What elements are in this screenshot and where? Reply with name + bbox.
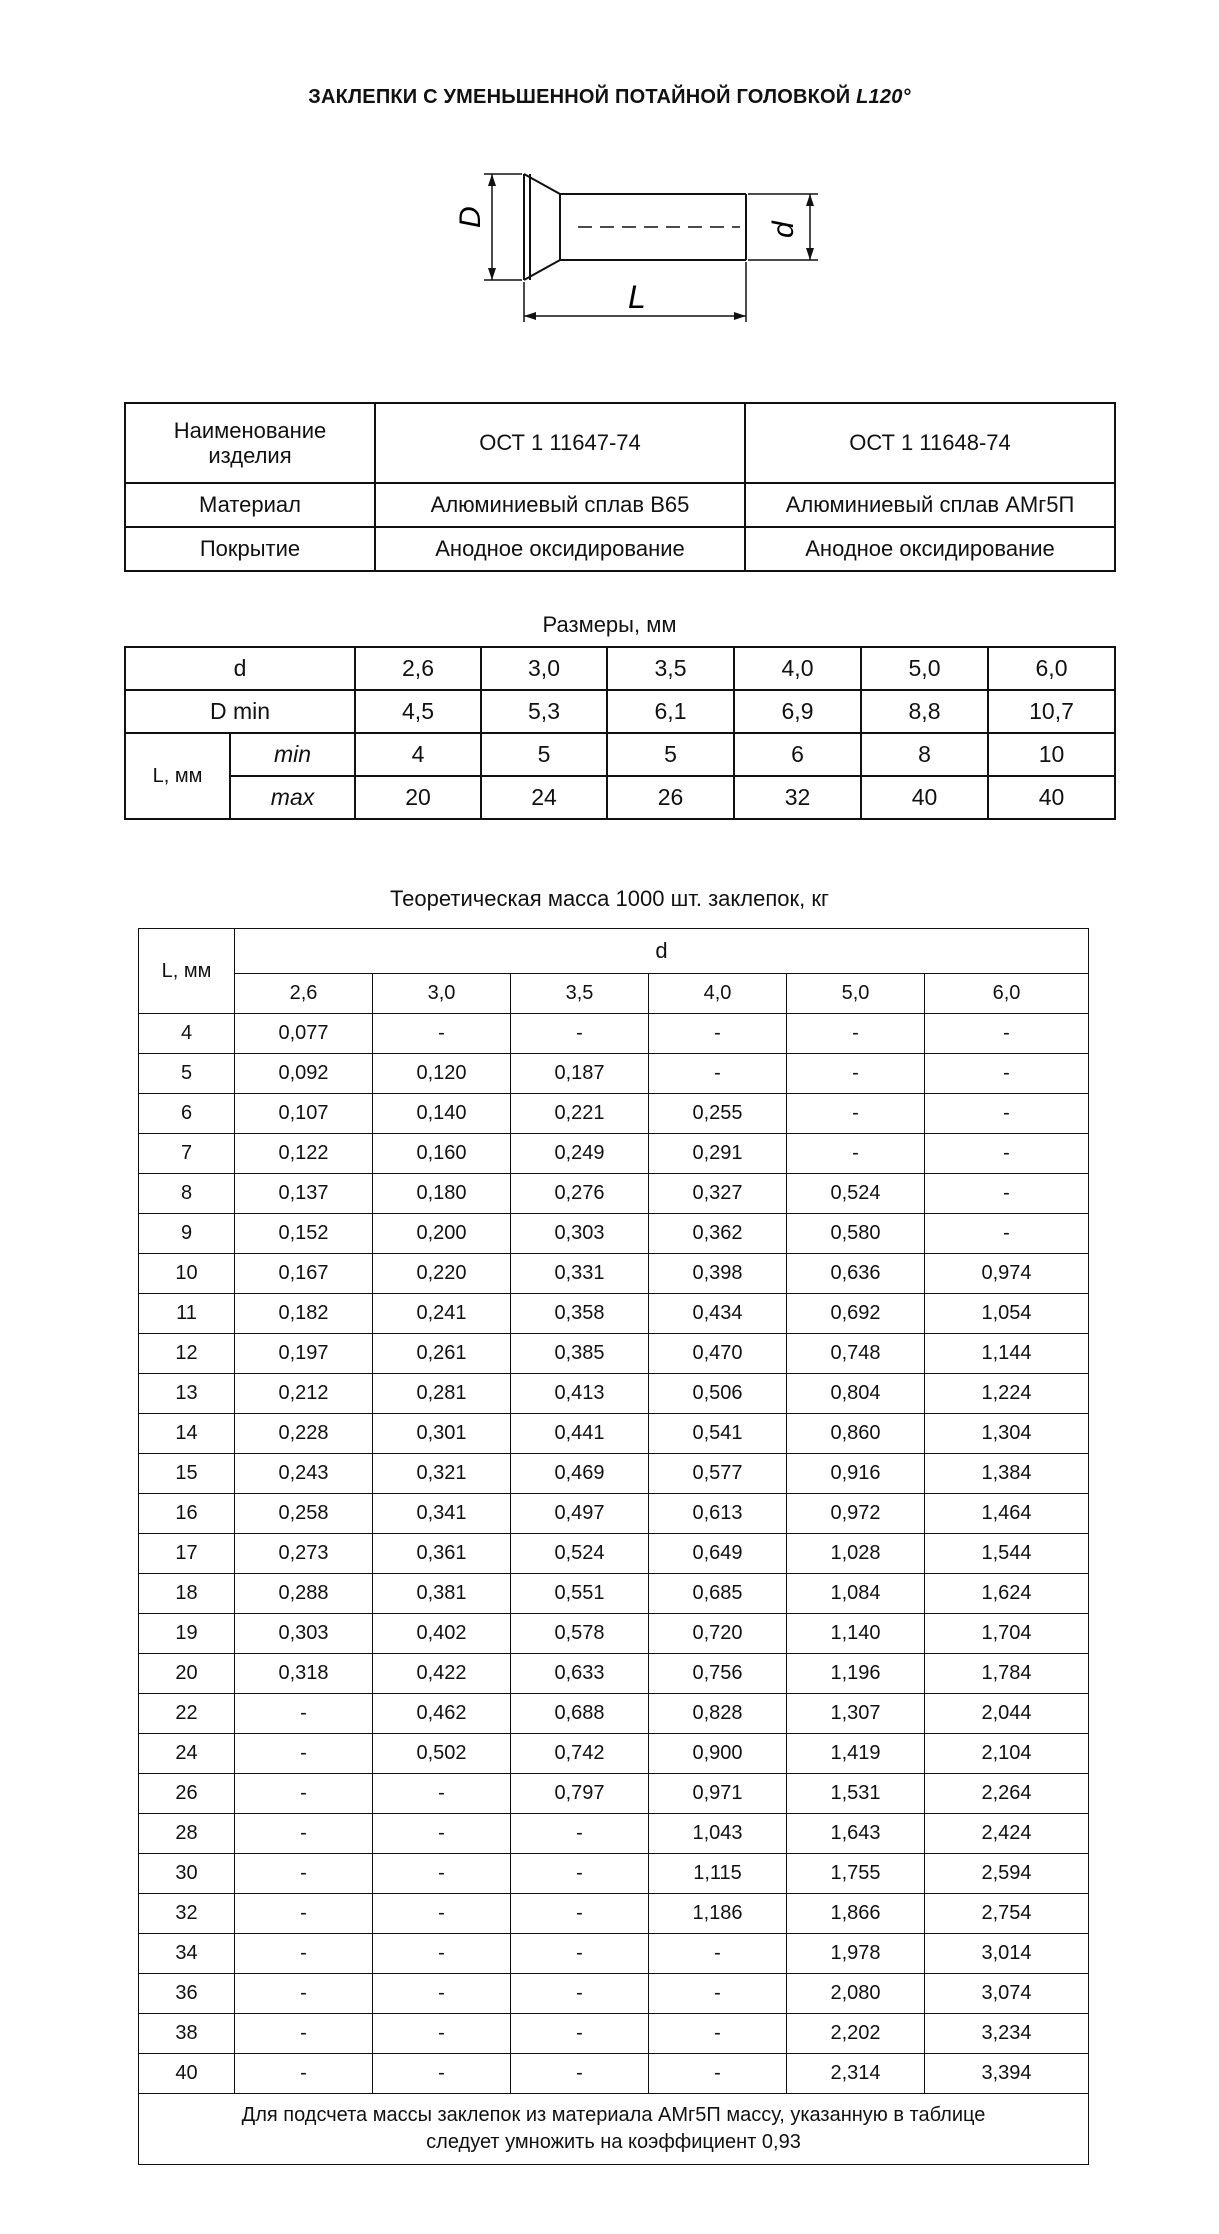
mass-cell: - — [649, 2014, 787, 2054]
name-col2: ОСТ 1 11648-74 — [745, 403, 1115, 483]
mass-cell: 0,276 — [511, 1174, 649, 1214]
table-row — [139, 1814, 1089, 1854]
row-length: 22 — [139, 1694, 235, 1734]
mass-cell: 1,419 — [787, 1734, 925, 1774]
table-row — [139, 1774, 1089, 1814]
mass-cell: 0,255 — [649, 1094, 787, 1134]
mass-cell: - — [235, 1854, 373, 1894]
row-length: 6 — [139, 1094, 235, 1134]
d-value: 3,5 — [607, 647, 734, 690]
table-row — [139, 1734, 1089, 1774]
mass-cell: 0,291 — [649, 1134, 787, 1174]
mass-cell: 1,115 — [649, 1854, 787, 1894]
table-row — [139, 1854, 1089, 1894]
table-row — [139, 1574, 1089, 1614]
mass-note — [139, 2094, 1089, 2165]
mass-cell: - — [925, 1054, 1089, 1094]
mass-cell: 0,742 — [511, 1734, 649, 1774]
mass-cell: 0,327 — [649, 1174, 787, 1214]
label-D: D — [454, 206, 487, 228]
mass-cell: 2,080 — [787, 1974, 925, 2014]
d-value: 6,0 — [988, 647, 1115, 690]
mass-cell: - — [373, 1854, 511, 1894]
dmin-value: 4,5 — [355, 690, 481, 733]
d-value: 5,0 — [861, 647, 988, 690]
label-L: L — [628, 279, 646, 315]
mass-cell: 0,398 — [649, 1254, 787, 1294]
mass-cell: 0,497 — [511, 1494, 649, 1534]
material-col1: Алюминиевый сплав В65 — [375, 483, 745, 527]
mass-cell: 0,971 — [649, 1774, 787, 1814]
mass-cell: 0,318 — [235, 1654, 373, 1694]
rivet-drawing — [430, 170, 850, 340]
d-value: 3,0 — [481, 647, 607, 690]
mass-cell: - — [925, 1214, 1089, 1254]
table-row — [139, 1654, 1089, 1694]
lmax-value: 40 — [988, 776, 1115, 819]
row-length: 19 — [139, 1614, 235, 1654]
mass-cell: 2,424 — [925, 1814, 1089, 1854]
mass-cell: 0,241 — [373, 1294, 511, 1334]
mass-cell: 0,303 — [235, 1614, 373, 1654]
mass-d-header: 6,0 — [925, 974, 1089, 1014]
dmin-label: D min — [125, 690, 355, 733]
title-text: ЗАКЛЕПКИ С УМЕНЬШЕННОЙ ПОТАЙНОЙ ГОЛОВКОЙ — [308, 86, 851, 108]
table-row — [139, 1334, 1089, 1374]
mass-cell: 0,281 — [373, 1374, 511, 1414]
mass-cell: - — [925, 1014, 1089, 1054]
mass-cell: 3,394 — [925, 2054, 1089, 2094]
d-value: 4,0 — [734, 647, 861, 690]
table-row — [139, 1214, 1089, 1254]
row-length: 10 — [139, 1254, 235, 1294]
lmin-value: 10 — [988, 733, 1115, 776]
mass-d-header: 3,5 — [511, 974, 649, 1014]
row-length: 12 — [139, 1334, 235, 1374]
mass-cell: 0,381 — [373, 1574, 511, 1614]
mass-cell: 0,916 — [787, 1454, 925, 1494]
label-d: d — [767, 221, 800, 238]
mass-cell: 0,092 — [235, 1054, 373, 1094]
name-col1: ОСТ 1 11647-74 — [375, 403, 745, 483]
mass-cell: 1,043 — [649, 1814, 787, 1854]
mass-cell: 0,541 — [649, 1414, 787, 1454]
mass-cell: - — [511, 2054, 649, 2094]
mass-d-label: d — [235, 929, 1089, 974]
mass-cell: - — [511, 1894, 649, 1934]
mass-cell: - — [235, 1694, 373, 1734]
material-col2: Алюминиевый сплав АМг5П — [745, 483, 1115, 527]
mass-cell: 0,122 — [235, 1134, 373, 1174]
mass-cell: - — [925, 1174, 1089, 1214]
table-row — [139, 1174, 1089, 1214]
coating-col1: Анодное оксидирование — [375, 527, 745, 571]
mass-cell: 0,469 — [511, 1454, 649, 1494]
mass-cell: - — [235, 1734, 373, 1774]
row-length: 26 — [139, 1774, 235, 1814]
mass-cell: 0,221 — [511, 1094, 649, 1134]
row-length: 34 — [139, 1934, 235, 1974]
mass-d-header: 2,6 — [235, 974, 373, 1014]
mass-cell: 2,104 — [925, 1734, 1089, 1774]
mass-cell: 0,301 — [373, 1414, 511, 1454]
mass-cell: 2,264 — [925, 1774, 1089, 1814]
mass-cell: 0,441 — [511, 1414, 649, 1454]
mass-cell: - — [373, 2054, 511, 2094]
mass-cell: 0,120 — [373, 1054, 511, 1094]
spec-table — [124, 402, 1116, 572]
mass-cell: 0,462 — [373, 1694, 511, 1734]
table-row — [139, 2054, 1089, 2094]
mass-cell: 0,321 — [373, 1454, 511, 1494]
mass-cell: 1,028 — [787, 1534, 925, 1574]
table-row — [139, 1974, 1089, 2014]
row-length: 18 — [139, 1574, 235, 1614]
dmin-value: 6,1 — [607, 690, 734, 733]
mass-cell: - — [649, 2054, 787, 2094]
row-length: 11 — [139, 1294, 235, 1334]
lmax-label: max — [230, 776, 355, 819]
mass-cell: - — [235, 2054, 373, 2094]
mass-cell: 0,688 — [511, 1694, 649, 1734]
mass-cell: 1,866 — [787, 1894, 925, 1934]
mass-cell: 0,152 — [235, 1214, 373, 1254]
mass-cell: - — [511, 1814, 649, 1854]
mass-cell: 1,224 — [925, 1374, 1089, 1414]
mass-cell: - — [511, 1974, 649, 2014]
coating-col2: Анодное оксидирование — [745, 527, 1115, 571]
dims-table — [124, 646, 1116, 820]
mass-cell: 1,624 — [925, 1574, 1089, 1614]
mass-cell: 0,140 — [373, 1094, 511, 1134]
mass-cell: - — [787, 1094, 925, 1134]
mass-cell: 1,054 — [925, 1294, 1089, 1334]
table-row — [139, 1934, 1089, 1974]
mass-cell: - — [787, 1134, 925, 1174]
row-length: 8 — [139, 1174, 235, 1214]
mass-cell: 1,304 — [925, 1414, 1089, 1454]
mass-cell: - — [511, 2014, 649, 2054]
mass-cell: 0,756 — [649, 1654, 787, 1694]
mass-table — [138, 928, 1089, 2165]
mass-cell: - — [373, 2014, 511, 2054]
row-length: 7 — [139, 1134, 235, 1174]
mass-table-body — [139, 1014, 1089, 2094]
mass-cell: 0,649 — [649, 1534, 787, 1574]
mass-cell: 0,258 — [235, 1494, 373, 1534]
lmin-value: 6 — [734, 733, 861, 776]
mass-cell: 0,685 — [649, 1574, 787, 1614]
dmin-value: 10,7 — [988, 690, 1115, 733]
row-length: 36 — [139, 1974, 235, 2014]
row-length: 32 — [139, 1894, 235, 1934]
mass-cell: 1,704 — [925, 1614, 1089, 1654]
mass-cell: 2,044 — [925, 1694, 1089, 1734]
lmax-value: 40 — [861, 776, 988, 819]
lmax-value: 24 — [481, 776, 607, 819]
l-label: L, мм — [125, 733, 230, 819]
mass-cell: 0,974 — [925, 1254, 1089, 1294]
row-length: 5 — [139, 1054, 235, 1094]
mass-cell: 0,180 — [373, 1174, 511, 1214]
row-length: 30 — [139, 1854, 235, 1894]
mass-cell: - — [649, 1054, 787, 1094]
mass-cell: 0,972 — [787, 1494, 925, 1534]
mass-cell: 0,212 — [235, 1374, 373, 1414]
mass-cell: 1,307 — [787, 1694, 925, 1734]
mass-cell: - — [235, 1774, 373, 1814]
row-length: 38 — [139, 2014, 235, 2054]
mass-cell: 0,261 — [373, 1334, 511, 1374]
mass-cell: 0,361 — [373, 1534, 511, 1574]
dmin-value: 6,9 — [734, 690, 861, 733]
row-length: 24 — [139, 1734, 235, 1774]
mass-cell: 0,107 — [235, 1094, 373, 1134]
d-value: 2,6 — [355, 647, 481, 690]
table-row — [139, 1494, 1089, 1534]
mass-cell: 1,144 — [925, 1334, 1089, 1374]
mass-cell: 1,755 — [787, 1854, 925, 1894]
lmax-value: 26 — [607, 776, 734, 819]
mass-cell: - — [649, 1974, 787, 2014]
mass-cell: 1,140 — [787, 1614, 925, 1654]
mass-cell: - — [235, 1814, 373, 1854]
mass-cell: 0,578 — [511, 1614, 649, 1654]
mass-cell: 2,202 — [787, 2014, 925, 2054]
row-length: 15 — [139, 1454, 235, 1494]
mass-cell: 0,249 — [511, 1134, 649, 1174]
mass-cell: 0,228 — [235, 1414, 373, 1454]
table-row — [139, 2014, 1089, 2054]
note-line-2: следует умножить на коэффициент 0,93 — [426, 2131, 801, 2153]
mass-cell: - — [649, 1014, 787, 1054]
lmin-value: 5 — [607, 733, 734, 776]
note-line-1: Для подсчета массы заклепок из материала АМг5П массу, указанную в таблице — [241, 2104, 986, 2126]
mass-cell: 0,331 — [511, 1254, 649, 1294]
mass-cell: 3,234 — [925, 2014, 1089, 2054]
mass-cell: 0,137 — [235, 1174, 373, 1214]
dmin-value: 5,3 — [481, 690, 607, 733]
mass-cell: 0,506 — [649, 1374, 787, 1414]
mass-cell: - — [373, 1974, 511, 2014]
mass-d-header: 4,0 — [649, 974, 787, 1014]
table-row — [139, 1094, 1089, 1134]
mass-cell: 0,828 — [649, 1694, 787, 1734]
table-row — [139, 1374, 1089, 1414]
mass-cell: 3,014 — [925, 1934, 1089, 1974]
row-length: 40 — [139, 2054, 235, 2094]
mass-cell: 0,633 — [511, 1654, 649, 1694]
mass-d-header: 5,0 — [787, 974, 925, 1014]
mass-cell: - — [925, 1094, 1089, 1134]
mass-cell: - — [235, 2014, 373, 2054]
mass-cell: - — [373, 1814, 511, 1854]
mass-cell: 0,220 — [373, 1254, 511, 1294]
table-row — [139, 1054, 1089, 1094]
mass-cell: 0,551 — [511, 1574, 649, 1614]
table-row — [139, 1294, 1089, 1334]
row-length: 13 — [139, 1374, 235, 1414]
mass-cell: 0,720 — [649, 1614, 787, 1654]
mass-cell: 1,196 — [787, 1654, 925, 1694]
mass-cell: 0,524 — [511, 1534, 649, 1574]
mass-cell: - — [373, 1894, 511, 1934]
table-row — [139, 1454, 1089, 1494]
mass-cell: 2,314 — [787, 2054, 925, 2094]
mass-cell: - — [373, 1774, 511, 1814]
mass-cell: - — [511, 1934, 649, 1974]
mass-cell: 0,160 — [373, 1134, 511, 1174]
mass-cell: 0,636 — [787, 1254, 925, 1294]
mass-caption: Теоретическая масса 1000 шт. заклепок, кг — [389, 886, 830, 911]
mass-cell: - — [373, 1014, 511, 1054]
mass-cell: 0,402 — [373, 1614, 511, 1654]
mass-cell: 0,470 — [649, 1334, 787, 1374]
mass-cell: - — [235, 1974, 373, 2014]
mass-cell: 1,643 — [787, 1814, 925, 1854]
mass-cell: 1,186 — [649, 1894, 787, 1934]
mass-cell: 0,502 — [373, 1734, 511, 1774]
d-label: d — [125, 647, 355, 690]
row-length: 28 — [139, 1814, 235, 1854]
table-row — [139, 1614, 1089, 1654]
mass-l-label: L, мм — [139, 929, 235, 1014]
mass-cell: 0,804 — [787, 1374, 925, 1414]
name-label: Наименование изделия — [125, 403, 375, 483]
mass-cell: 0,167 — [235, 1254, 373, 1294]
dims-caption: Размеры, мм — [542, 612, 677, 637]
page-title — [0, 86, 1219, 109]
table-row — [139, 1694, 1089, 1734]
mass-cell: 0,385 — [511, 1334, 649, 1374]
mass-cell: 0,341 — [373, 1494, 511, 1534]
mass-cell: 3,074 — [925, 1974, 1089, 2014]
material-label: Материал — [125, 483, 375, 527]
mass-cell: 0,860 — [787, 1414, 925, 1454]
mass-cell: 0,197 — [235, 1334, 373, 1374]
row-length: 20 — [139, 1654, 235, 1694]
mass-cell: 0,613 — [649, 1494, 787, 1534]
mass-cell: 1,084 — [787, 1574, 925, 1614]
mass-cell: 0,577 — [649, 1454, 787, 1494]
lmin-value: 8 — [861, 733, 988, 776]
mass-cell: 2,754 — [925, 1894, 1089, 1934]
mass-cell: - — [925, 1134, 1089, 1174]
mass-cell: - — [511, 1854, 649, 1894]
row-length: 17 — [139, 1534, 235, 1574]
table-row — [139, 1254, 1089, 1294]
mass-d-header: 3,0 — [373, 974, 511, 1014]
table-row — [139, 1414, 1089, 1454]
row-length: 9 — [139, 1214, 235, 1254]
coating-label: Покрытие — [125, 527, 375, 571]
mass-cell: 0,362 — [649, 1214, 787, 1254]
mass-cell: 0,077 — [235, 1014, 373, 1054]
title-angle: L120° — [856, 86, 911, 108]
mass-cell: 0,288 — [235, 1574, 373, 1614]
lmax-value: 20 — [355, 776, 481, 819]
mass-cell: 2,594 — [925, 1854, 1089, 1894]
mass-cell: 0,243 — [235, 1454, 373, 1494]
mass-cell: 0,524 — [787, 1174, 925, 1214]
mass-cell: - — [787, 1054, 925, 1094]
mass-cell: - — [787, 1014, 925, 1054]
mass-cell: 0,434 — [649, 1294, 787, 1334]
mass-cell: 1,531 — [787, 1774, 925, 1814]
mass-cell: 1,544 — [925, 1534, 1089, 1574]
mass-cell: - — [373, 1934, 511, 1974]
mass-cell: 0,422 — [373, 1654, 511, 1694]
mass-cell: 0,797 — [511, 1774, 649, 1814]
row-length: 4 — [139, 1014, 235, 1054]
mass-cell: 0,200 — [373, 1214, 511, 1254]
mass-cell: 0,187 — [511, 1054, 649, 1094]
mass-cell: 0,692 — [787, 1294, 925, 1334]
table-row — [139, 1534, 1089, 1574]
mass-cell: 1,978 — [787, 1934, 925, 1974]
mass-cell: 1,384 — [925, 1454, 1089, 1494]
table-row — [139, 1894, 1089, 1934]
mass-cell: 0,273 — [235, 1534, 373, 1574]
mass-cell: 0,748 — [787, 1334, 925, 1374]
lmin-value: 4 — [355, 733, 481, 776]
row-length: 16 — [139, 1494, 235, 1534]
mass-cell: 0,580 — [787, 1214, 925, 1254]
mass-cell: 0,182 — [235, 1294, 373, 1334]
mass-cell: 0,358 — [511, 1294, 649, 1334]
mass-cell: 0,303 — [511, 1214, 649, 1254]
mass-cell: 0,413 — [511, 1374, 649, 1414]
lmax-value: 32 — [734, 776, 861, 819]
mass-cell: - — [235, 1894, 373, 1934]
table-row — [139, 1014, 1089, 1054]
mass-cell: - — [511, 1014, 649, 1054]
dmin-value: 8,8 — [861, 690, 988, 733]
lmin-label: min — [230, 733, 355, 776]
row-length: 14 — [139, 1414, 235, 1454]
mass-cell: 1,784 — [925, 1654, 1089, 1694]
lmin-value: 5 — [481, 733, 607, 776]
mass-cell: - — [649, 1934, 787, 1974]
table-row — [139, 1134, 1089, 1174]
mass-cell: 1,464 — [925, 1494, 1089, 1534]
mass-cell: 0,900 — [649, 1734, 787, 1774]
mass-cell: - — [235, 1934, 373, 1974]
